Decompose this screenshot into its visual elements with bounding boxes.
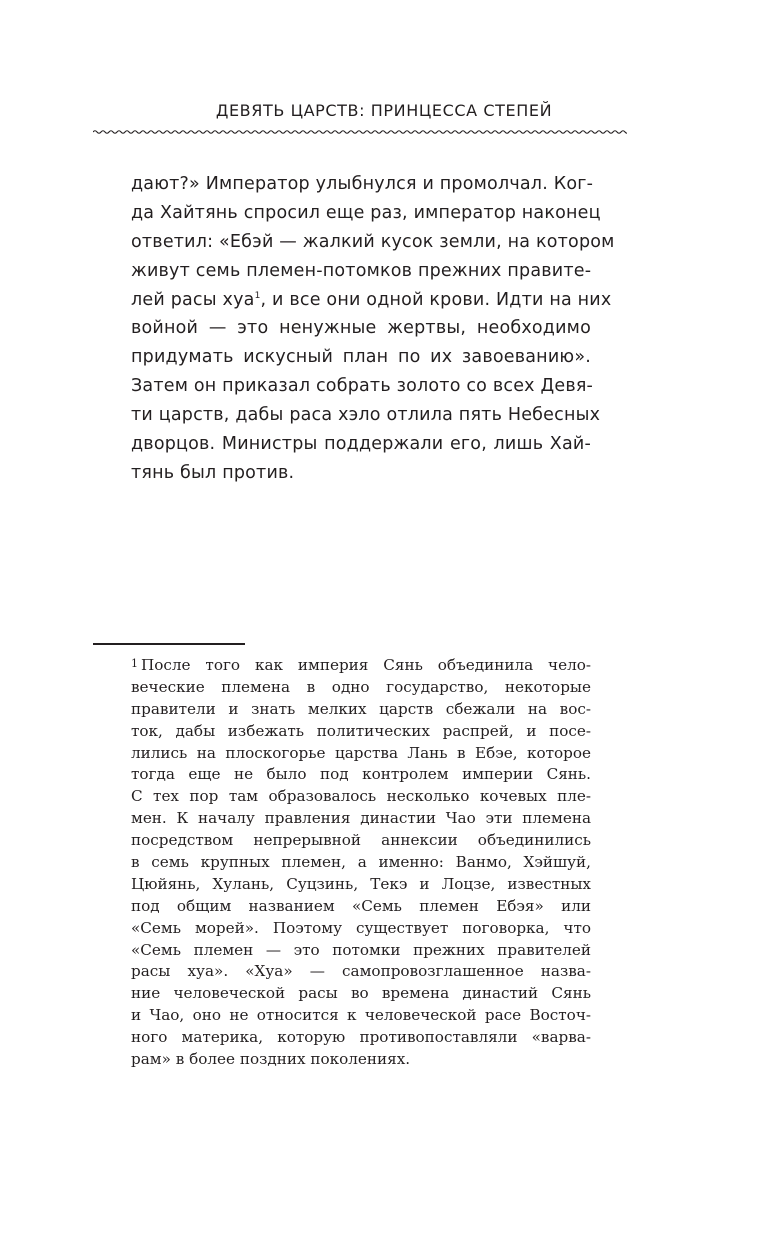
text-line: Затем он приказал собрать золото со всех Девя- (131, 376, 594, 397)
text-line: войной — это ненужные жертвы, необходимо (131, 318, 591, 339)
footnote-line: расы хуа». «Хуа» — самопровозглашенное назва- (131, 962, 591, 981)
footnote-line: под общим названием «Семь племен Ебэя» или (131, 896, 591, 915)
text-line: дворцов. Министры поддержали его, лишь Хай- (131, 434, 591, 455)
footnote-line: Цюйянь, Хулань, Суцзинь, Текэ и Лоцзе, известных (131, 874, 591, 893)
footnote-marker: 1 (131, 657, 138, 670)
text-segment: , и все они одной крови. Идти на них (260, 289, 612, 310)
header-ornamental-rule (93, 128, 627, 136)
footnote-separator (93, 643, 245, 645)
footnote-reference[interactable]: 1 (254, 290, 261, 301)
text-line: живут семь племен-потомков прежних правите- (131, 260, 592, 281)
footnote-line: мен. К началу правления династии Чао эти племена (131, 809, 591, 828)
footnote-line: посредством непрерывной аннексии объединились (131, 831, 591, 850)
main-text (131, 170, 615, 488)
text-line: ответил: «Ебэй — жалкий кусок земли, на котором (131, 231, 615, 252)
text-segment: лей расы хуа (131, 289, 255, 310)
footnote-line (131, 655, 591, 677)
footnote-line: рам» в более поздних поколениях. (131, 1050, 411, 1069)
text-line: дают?» Император улыбнулся и промолчал. Ког- (131, 174, 594, 194)
footnote (131, 655, 591, 1071)
footnote-line: ного материка, которую противопоставляли «варва- (131, 1028, 591, 1047)
text-line-with-footnote (131, 286, 612, 315)
text-line: да Хайтянь спросил еще раз, император наконец (131, 202, 601, 223)
footnote-line: ние человеческой расы во времена династий Сянь (131, 984, 591, 1003)
footnote-line: «Семь племен — это потомки прежних правителей (131, 940, 591, 959)
footnote-line: ток, дабы избежать политических распрей, и посе- (131, 721, 591, 740)
footnote-line: лились на плоскогорье царства Лань в Ебэе, которое (131, 743, 591, 762)
footnote-line: правители и знать мелких царств сбежали на вос- (131, 699, 591, 718)
running-head: ДЕВЯТЬ ЦАРСТВ: ПРИНЦЕССА СТЕПЕЙ (215, 101, 553, 120)
footnote-line: «Семь морей». Поэтому существует поговорка, что (131, 918, 591, 937)
footnote-line: тогда еще не было под контролем империи Сянь. (131, 765, 591, 784)
footnote-line: в семь крупных племен, а именно: Ванмо, Хэйшуй, (131, 853, 591, 872)
text-line: придумать искусный план по их завоеванию». (131, 347, 591, 368)
footnote-line: С тех пор там образовалось несколько кочевых пле- (131, 787, 591, 806)
footnote-text: После того как империя Сянь объединила чело- (141, 656, 591, 674)
text-line: тянь был против. (131, 462, 295, 483)
footnote-line: веческие племена в одно государство, некоторые (131, 677, 591, 696)
text-line: ти царств, дабы раса хэло отлила пять Небесных (131, 405, 601, 426)
footnote-line: и Чао, оно не относится к человеческой расе Восточ- (131, 1006, 591, 1025)
